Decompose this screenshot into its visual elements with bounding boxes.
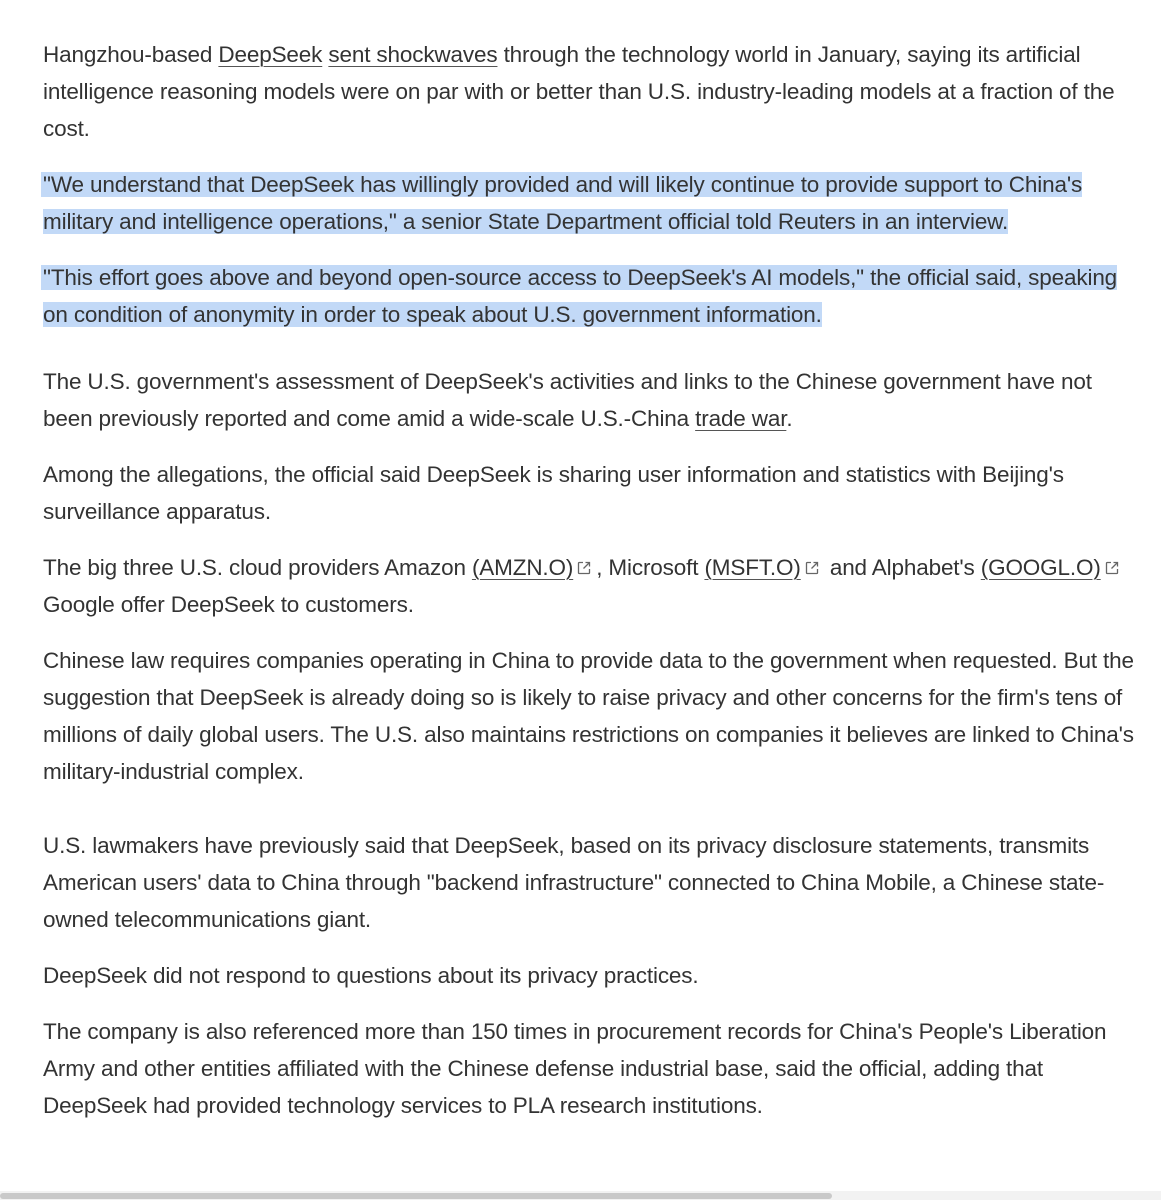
p6-text-pre: The big three U.S. cloud providers Amazon	[43, 555, 472, 580]
ticker-msft-link[interactable]: (MSFT.O)	[704, 555, 801, 580]
selected-quote-2: "This effort goes above and beyond open-source access to DeepSeek's AI models," the official said, speaking on condition of anonymity in order to speak about U.S. government information.	[43, 265, 1118, 327]
deepseek-link[interactable]: DeepSeek	[218, 42, 323, 67]
paragraph-5: Among the allegations, the official said DeepSeek is sharing user information and statistics with Beijing's surveillance apparatus.	[43, 462, 1064, 524]
paragraph-9: DeepSeek did not respond to questions about its privacy practices.	[43, 963, 699, 988]
external-link-icon[interactable]	[1104, 560, 1120, 576]
p6-text-mid1: , Microsoft	[596, 555, 705, 580]
paragraph-1	[43, 36, 1143, 147]
p6-text-post: Google offer DeepSeek to customers.	[43, 592, 414, 617]
paragraph-7: Chinese law requires companies operating in China to provide data to the government when requested. But the suggestion that DeepSeek is already doing so is likely to raise privacy and other concerns for the firm's tens of millions of daily global users. The U.S. also maintains restrictions on companies it believes are linked to China's military-industrial complex.	[43, 648, 1134, 784]
p1-text-post: through the technology world in January, saying its artificial intelligence reasoning models were on par with or better than U.S. industry-leading models at a fraction of the cost.	[43, 42, 1115, 141]
paragraph-10: The company is also referenced more than 150 times in procurement records for China's People's Liberation Army and other entities affiliated with the Chinese defense industrial base, said the official, adding that DeepSeek had provided technology services to PLA research institutions.	[43, 1019, 1107, 1118]
paragraph-2-selected	[43, 166, 1143, 240]
ticker-googl-link[interactable]: (GOOGL.O)	[980, 555, 1101, 580]
p4-text-pre: The U.S. government's assessment of DeepSeek's activities and links to the Chinese government have not been previously reported and come amid a wide-scale U.S.-China	[43, 369, 1092, 431]
paragraph-3-selected	[43, 259, 1143, 333]
paragraph-6	[43, 549, 1143, 623]
scrollbar-thumb[interactable]	[0, 1193, 832, 1199]
selected-quote-1: "We understand that DeepSeek has willingly provided and will likely continue to provide support to China's military and intelligence operations," a senior State Department official told Reuters in an interview.	[43, 172, 1083, 234]
article-body	[43, 36, 1143, 1143]
trade-war-link[interactable]: trade war	[695, 406, 787, 431]
paragraph-8: U.S. lawmakers have previously said that DeepSeek, based on its privacy disclosure statements, transmits American users' data to China through "backend infrastructure" connected to China Mobile, a Chinese state-owned telecommunications giant.	[43, 833, 1105, 932]
external-link-icon[interactable]	[576, 560, 592, 576]
p6-text-mid2: and Alphabet's	[823, 555, 981, 580]
ticker-amzn-link[interactable]: (AMZN.O)	[471, 555, 574, 580]
p1-text-pre: Hangzhou-based	[43, 42, 219, 67]
paragraph-4	[43, 363, 1143, 437]
p4-text-post: .	[786, 406, 793, 431]
external-link-icon[interactable]	[804, 560, 820, 576]
sent-shockwaves-link[interactable]: sent shockwaves	[328, 42, 498, 67]
horizontal-scrollbar[interactable]	[0, 1191, 1161, 1200]
